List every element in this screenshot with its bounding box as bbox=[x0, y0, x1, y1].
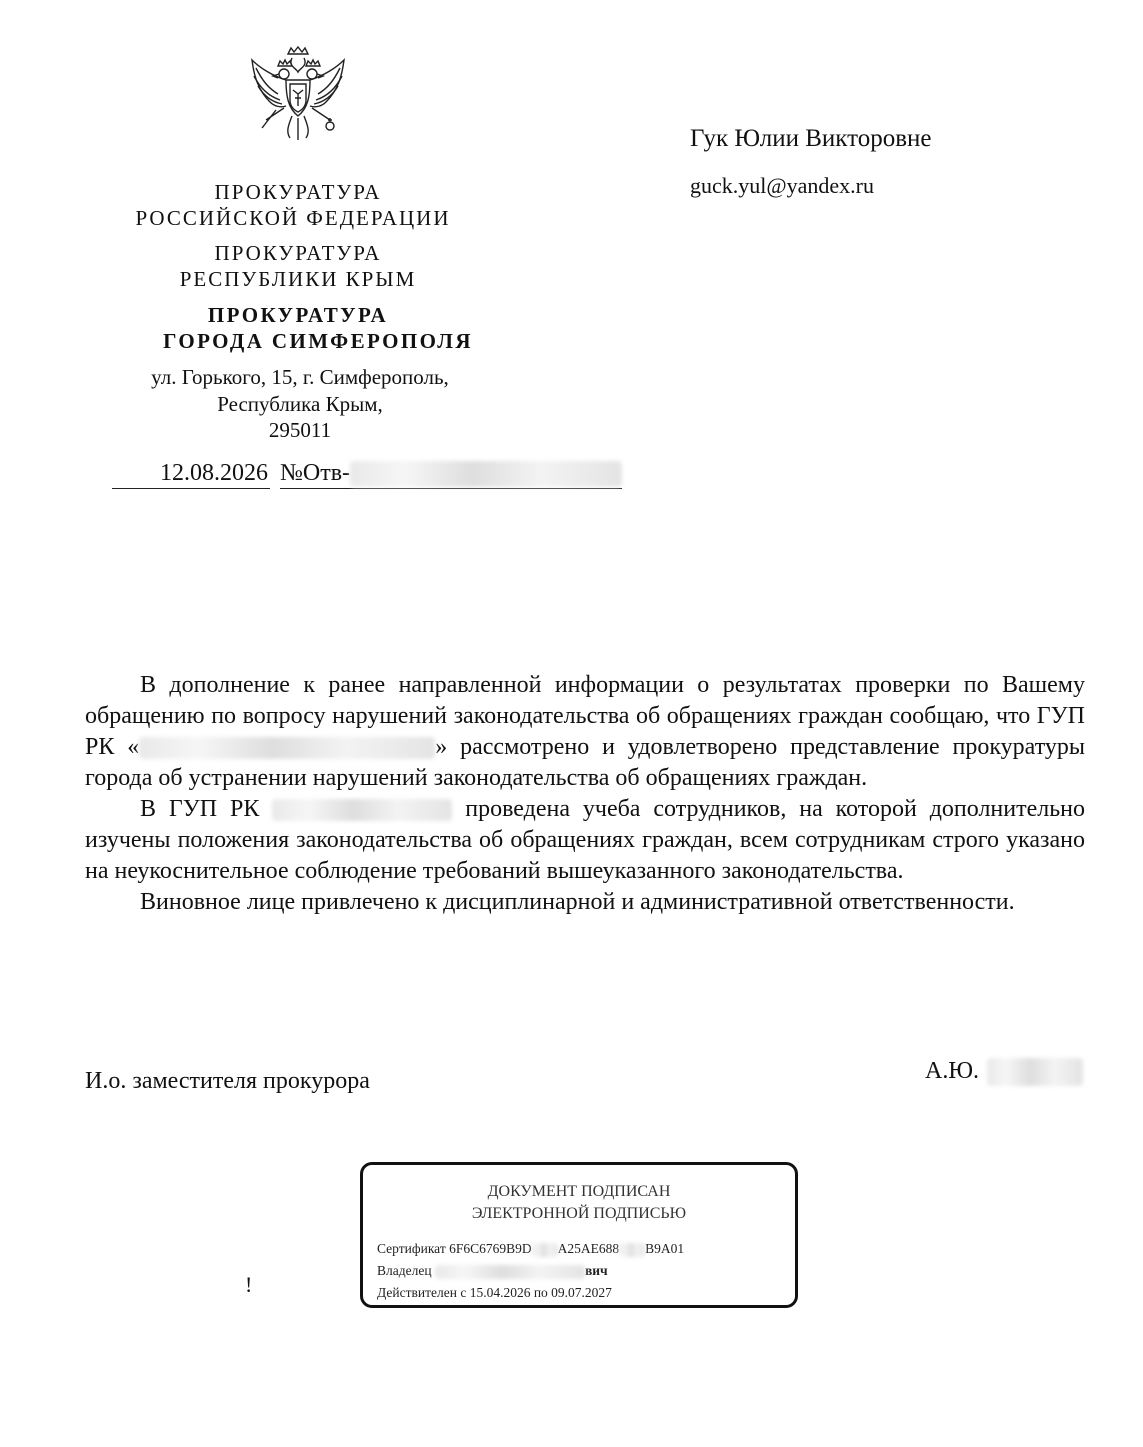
org-line-5: ПРОКУРАТУРА bbox=[207, 303, 389, 327]
stamp-valid-from-label: с bbox=[460, 1285, 467, 1300]
redacted-company-name bbox=[139, 737, 435, 759]
stamp-owner-label: Владелец bbox=[377, 1263, 432, 1278]
org-line-6: ГОРОДА СИМФЕРОПОЛЯ bbox=[163, 329, 473, 353]
address-region: Республика Крым, bbox=[217, 392, 383, 416]
stamp-title-2: ЭЛЕКТРОННОЙ ПОДПИСЬЮ bbox=[471, 1205, 687, 1222]
stamp-certificate-label: Сертификат bbox=[377, 1241, 446, 1256]
paragraph-2-text-a: В ГУП РК bbox=[140, 796, 260, 822]
paragraph-1-text-a: В дополнение к ранее направленной информации о результатах проверки по Вашему обращению по вопросу нарушений законодательства об обращениях граждан сообщаю, что ГУП РК « bbox=[85, 672, 1085, 760]
org-line-4: РЕСПУБЛИКИ КРЫМ bbox=[179, 267, 417, 291]
org-line-3: ПРОКУРАТУРА bbox=[214, 241, 382, 265]
paragraph-2-text-b: проведена учеба сотрудников, на которой дополнительно изучены положения законодательства об обращениях граждан, всем сотрудникам строго указано на неукоснительное соблюдение требований вышеуказанного законодательства. bbox=[85, 796, 1086, 884]
paragraph-2 bbox=[85, 794, 1085, 887]
org-line-1: ПРОКУРАТУРА bbox=[214, 180, 382, 204]
paragraph-1 bbox=[85, 670, 1085, 794]
recipient-email: guck.yul@yandex.ru bbox=[690, 173, 874, 198]
margin-mark: ! bbox=[245, 1272, 253, 1297]
stamp-certificate-part-3: B9A01 bbox=[645, 1241, 685, 1256]
stamp-owner-suffix: вич bbox=[584, 1263, 608, 1278]
stamp-certificate-part-1: 6F6C6769B9D bbox=[449, 1241, 532, 1256]
redacted-cert-b bbox=[619, 1243, 645, 1257]
stamp-valid-from: 15.04.2026 bbox=[469, 1285, 531, 1300]
registration-number bbox=[280, 460, 622, 489]
letter-body bbox=[85, 670, 1085, 918]
redacted-surname bbox=[987, 1058, 1083, 1086]
redacted-number bbox=[350, 461, 622, 487]
paragraph-3: Виновное лице привлечено к дисциплинарной и административной ответственности. bbox=[140, 889, 1015, 915]
stamp-validity bbox=[377, 1285, 612, 1301]
stamp-valid-to-label: по bbox=[533, 1285, 548, 1300]
coat-of-arms-emblem bbox=[248, 46, 348, 144]
stamp-valid-label: Действителен bbox=[377, 1285, 457, 1300]
stamp-owner bbox=[377, 1263, 608, 1279]
address-street: ул. Горького, 15, г. Симферополь, bbox=[151, 365, 449, 389]
recipient-name: Гук Юлии Викторовне bbox=[690, 125, 932, 152]
registration-date: 12.08.2026 bbox=[112, 460, 270, 489]
stamp-certificate bbox=[377, 1241, 684, 1257]
redacted-company-name-2 bbox=[272, 799, 452, 821]
signatory-name bbox=[925, 1058, 1083, 1086]
redacted-owner bbox=[435, 1265, 585, 1279]
redacted-cert-a bbox=[532, 1243, 558, 1257]
paragraph-1-text-b: » рассмотрено и удовлетворено представление прокуратуры города об устранении нарушений законодательства об обращениях граждан. bbox=[85, 734, 1085, 791]
signatory-position: И.о. заместителя прокурора bbox=[85, 1068, 370, 1094]
signatory-initials: А.Ю. bbox=[925, 1058, 979, 1084]
stamp-valid-to: 09.07.2027 bbox=[551, 1285, 612, 1300]
registration-line bbox=[112, 460, 622, 490]
electronic-signature-stamp bbox=[360, 1162, 798, 1308]
registration-number-prefix: №Отв- bbox=[280, 460, 351, 486]
address-postcode: 295011 bbox=[268, 418, 332, 442]
stamp-title-1: ДОКУМЕНТ ПОДПИСАН bbox=[487, 1183, 671, 1200]
org-line-2: РОССИЙСКОЙ ФЕДЕРАЦИИ bbox=[135, 206, 451, 230]
stamp-certificate-part-2: A25AE688 bbox=[557, 1241, 620, 1256]
